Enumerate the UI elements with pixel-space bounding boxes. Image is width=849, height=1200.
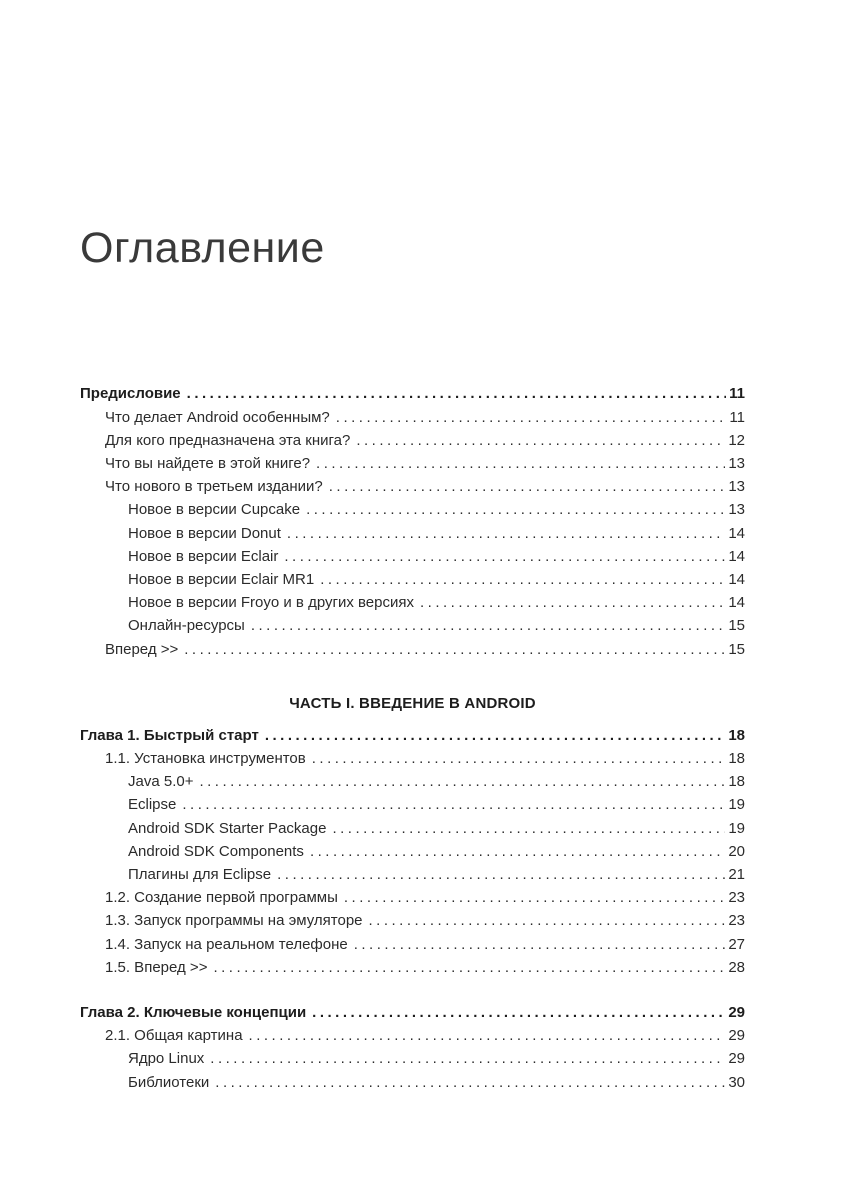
toc-entry-label: Новое в версии Froyo и в других версиях: [128, 594, 414, 612]
dot-leader: [215, 1071, 725, 1094]
toc-entry-page: 20: [728, 842, 745, 860]
toc-entry-page: 18: [728, 773, 745, 791]
toc-entry: [80, 568, 745, 591]
toc-entry-label: Глава 1. Быстрый старт: [80, 726, 259, 744]
toc-entry-label: 1.2. Создание первой программы: [105, 889, 338, 907]
toc-entry: [80, 956, 745, 979]
dot-leader: [306, 498, 725, 521]
toc-entry: [80, 498, 745, 521]
toc-entry-label: 2.1. Общая картина: [105, 1027, 243, 1045]
toc-entry-label: Предисловие: [80, 385, 181, 403]
toc-entry-page: 14: [728, 524, 745, 542]
toc-entry-label: Плагины для Eclipse: [128, 865, 272, 883]
toc-entry-label: Библиотеки: [128, 1073, 210, 1091]
toc-entry-page: 13: [728, 454, 745, 472]
dot-leader: [284, 545, 725, 568]
dot-leader: [249, 1024, 726, 1047]
part-header: ЧАСТЬ I. ВВЕДЕНИЕ В ANDROID: [289, 694, 536, 712]
dot-leader: [369, 909, 726, 932]
toc-entry: [80, 793, 745, 816]
dot-leader: [213, 956, 725, 979]
toc-list: [80, 382, 745, 1093]
toc-entry: [80, 724, 745, 747]
toc-entry-label: 1.4. Запуск на реальном телефоне: [105, 935, 348, 953]
toc-entry: [80, 475, 745, 498]
toc-entry-page: 13: [728, 478, 745, 496]
toc-entry-label: Новое в версии Eclair: [128, 547, 279, 565]
toc-entry-page: 23: [728, 889, 745, 907]
dot-leader: [199, 770, 725, 793]
toc-entry-label: Что делает Android особенным?: [105, 408, 330, 426]
toc-entry: [80, 909, 745, 932]
toc-entry: [80, 747, 745, 770]
toc-entry-page: 19: [728, 796, 745, 814]
toc-entry-label: Для кого предназначена эта книга?: [105, 431, 351, 449]
dot-leader: [187, 382, 726, 405]
toc-entry-page: 12: [728, 431, 745, 449]
toc-entry-page: 21: [728, 865, 745, 883]
toc-entry-label: Java 5.0+: [128, 773, 194, 791]
toc-entry-label: 1.1. Установка инструментов: [105, 749, 306, 767]
dot-leader: [182, 793, 725, 816]
toc-entry-page: 14: [728, 594, 745, 612]
toc-entry: [80, 863, 745, 886]
toc-entry-page: 14: [728, 570, 745, 588]
toc-entry: [80, 406, 745, 429]
toc-entry-page: 28: [728, 958, 745, 976]
toc-entry-label: Android SDK Components: [128, 842, 304, 860]
dot-leader: [420, 591, 725, 614]
toc-entry-page: 13: [728, 501, 745, 519]
toc-entry-page: 27: [728, 935, 745, 953]
toc-entry-page: 29: [728, 1050, 745, 1068]
toc-entry-page: 29: [728, 1027, 745, 1045]
toc-entry-page: 23: [728, 912, 745, 930]
toc-entry-label: Что вы найдете в этой книге?: [105, 454, 311, 472]
dot-leader: [184, 638, 725, 661]
dot-leader: [312, 1001, 725, 1024]
toc-entry-page: 30: [728, 1073, 745, 1091]
toc-entry: [80, 886, 745, 909]
dot-leader: [310, 840, 725, 863]
toc-entry: [80, 522, 745, 545]
dot-leader: [287, 522, 725, 545]
dot-leader: [312, 747, 726, 770]
dot-leader: [329, 475, 726, 498]
toc-entry-label: Ядро Linux: [128, 1050, 205, 1068]
dot-leader: [251, 614, 725, 637]
toc-entry: [80, 770, 745, 793]
toc-entry-label: Глава 2. Ключевые концепции: [80, 1003, 307, 1021]
toc-entry: [80, 933, 745, 956]
toc-entry-label: Android SDK Starter Package: [128, 819, 327, 837]
toc-entry-page: 15: [728, 640, 745, 658]
toc-entry: [80, 817, 745, 840]
toc-entry: [80, 614, 745, 637]
dot-leader: [265, 724, 725, 747]
dot-leader: [277, 863, 725, 886]
toc-entry-label: Вперед >>: [105, 640, 179, 658]
toc-entry-label: Новое в версии Eclair MR1: [128, 570, 315, 588]
toc-entry-page: 18: [728, 726, 745, 744]
toc-entry-page: 11: [729, 408, 745, 426]
dot-leader: [332, 817, 725, 840]
dot-leader: [344, 886, 725, 909]
toc-entry: [80, 1024, 745, 1047]
toc-entry: [80, 638, 745, 661]
toc-entry-label: 1.3. Запуск программы на эмуляторе: [105, 912, 363, 930]
toc-entry: [80, 382, 745, 405]
dot-leader: [320, 568, 725, 591]
toc-entry: [80, 591, 745, 614]
dot-leader: [210, 1047, 725, 1070]
toc-entry: [80, 1071, 745, 1094]
toc-entry: [80, 1001, 745, 1024]
toc-entry: [80, 429, 745, 452]
toc-entry-label: 1.5. Вперед >>: [105, 958, 208, 976]
toc-entry: [80, 840, 745, 863]
toc-entry: [80, 452, 745, 475]
toc-entry: [80, 1047, 745, 1070]
toc-entry-label: Eclipse: [128, 796, 177, 814]
dot-leader: [356, 429, 725, 452]
toc-entry-page: 19: [728, 819, 745, 837]
toc-entry-page: 15: [728, 617, 745, 635]
toc-entry-label: Новое в версии Donut: [128, 524, 281, 542]
dot-leader: [354, 933, 726, 956]
toc-entry-page: 14: [728, 547, 745, 565]
toc-entry-label: Онлайн-ресурсы: [128, 617, 245, 635]
toc-entry-page: 18: [728, 749, 745, 767]
toc-entry: [80, 545, 745, 568]
dot-leader: [336, 406, 727, 429]
toc-entry-page: 11: [729, 385, 745, 403]
dot-leader: [316, 452, 725, 475]
page-title: Оглавление: [80, 224, 325, 272]
toc-entry-label: Новое в версии Cupcake: [128, 501, 301, 519]
toc-entry-page: 29: [728, 1003, 745, 1021]
toc-entry-label: Что нового в третьем издании?: [105, 478, 323, 496]
